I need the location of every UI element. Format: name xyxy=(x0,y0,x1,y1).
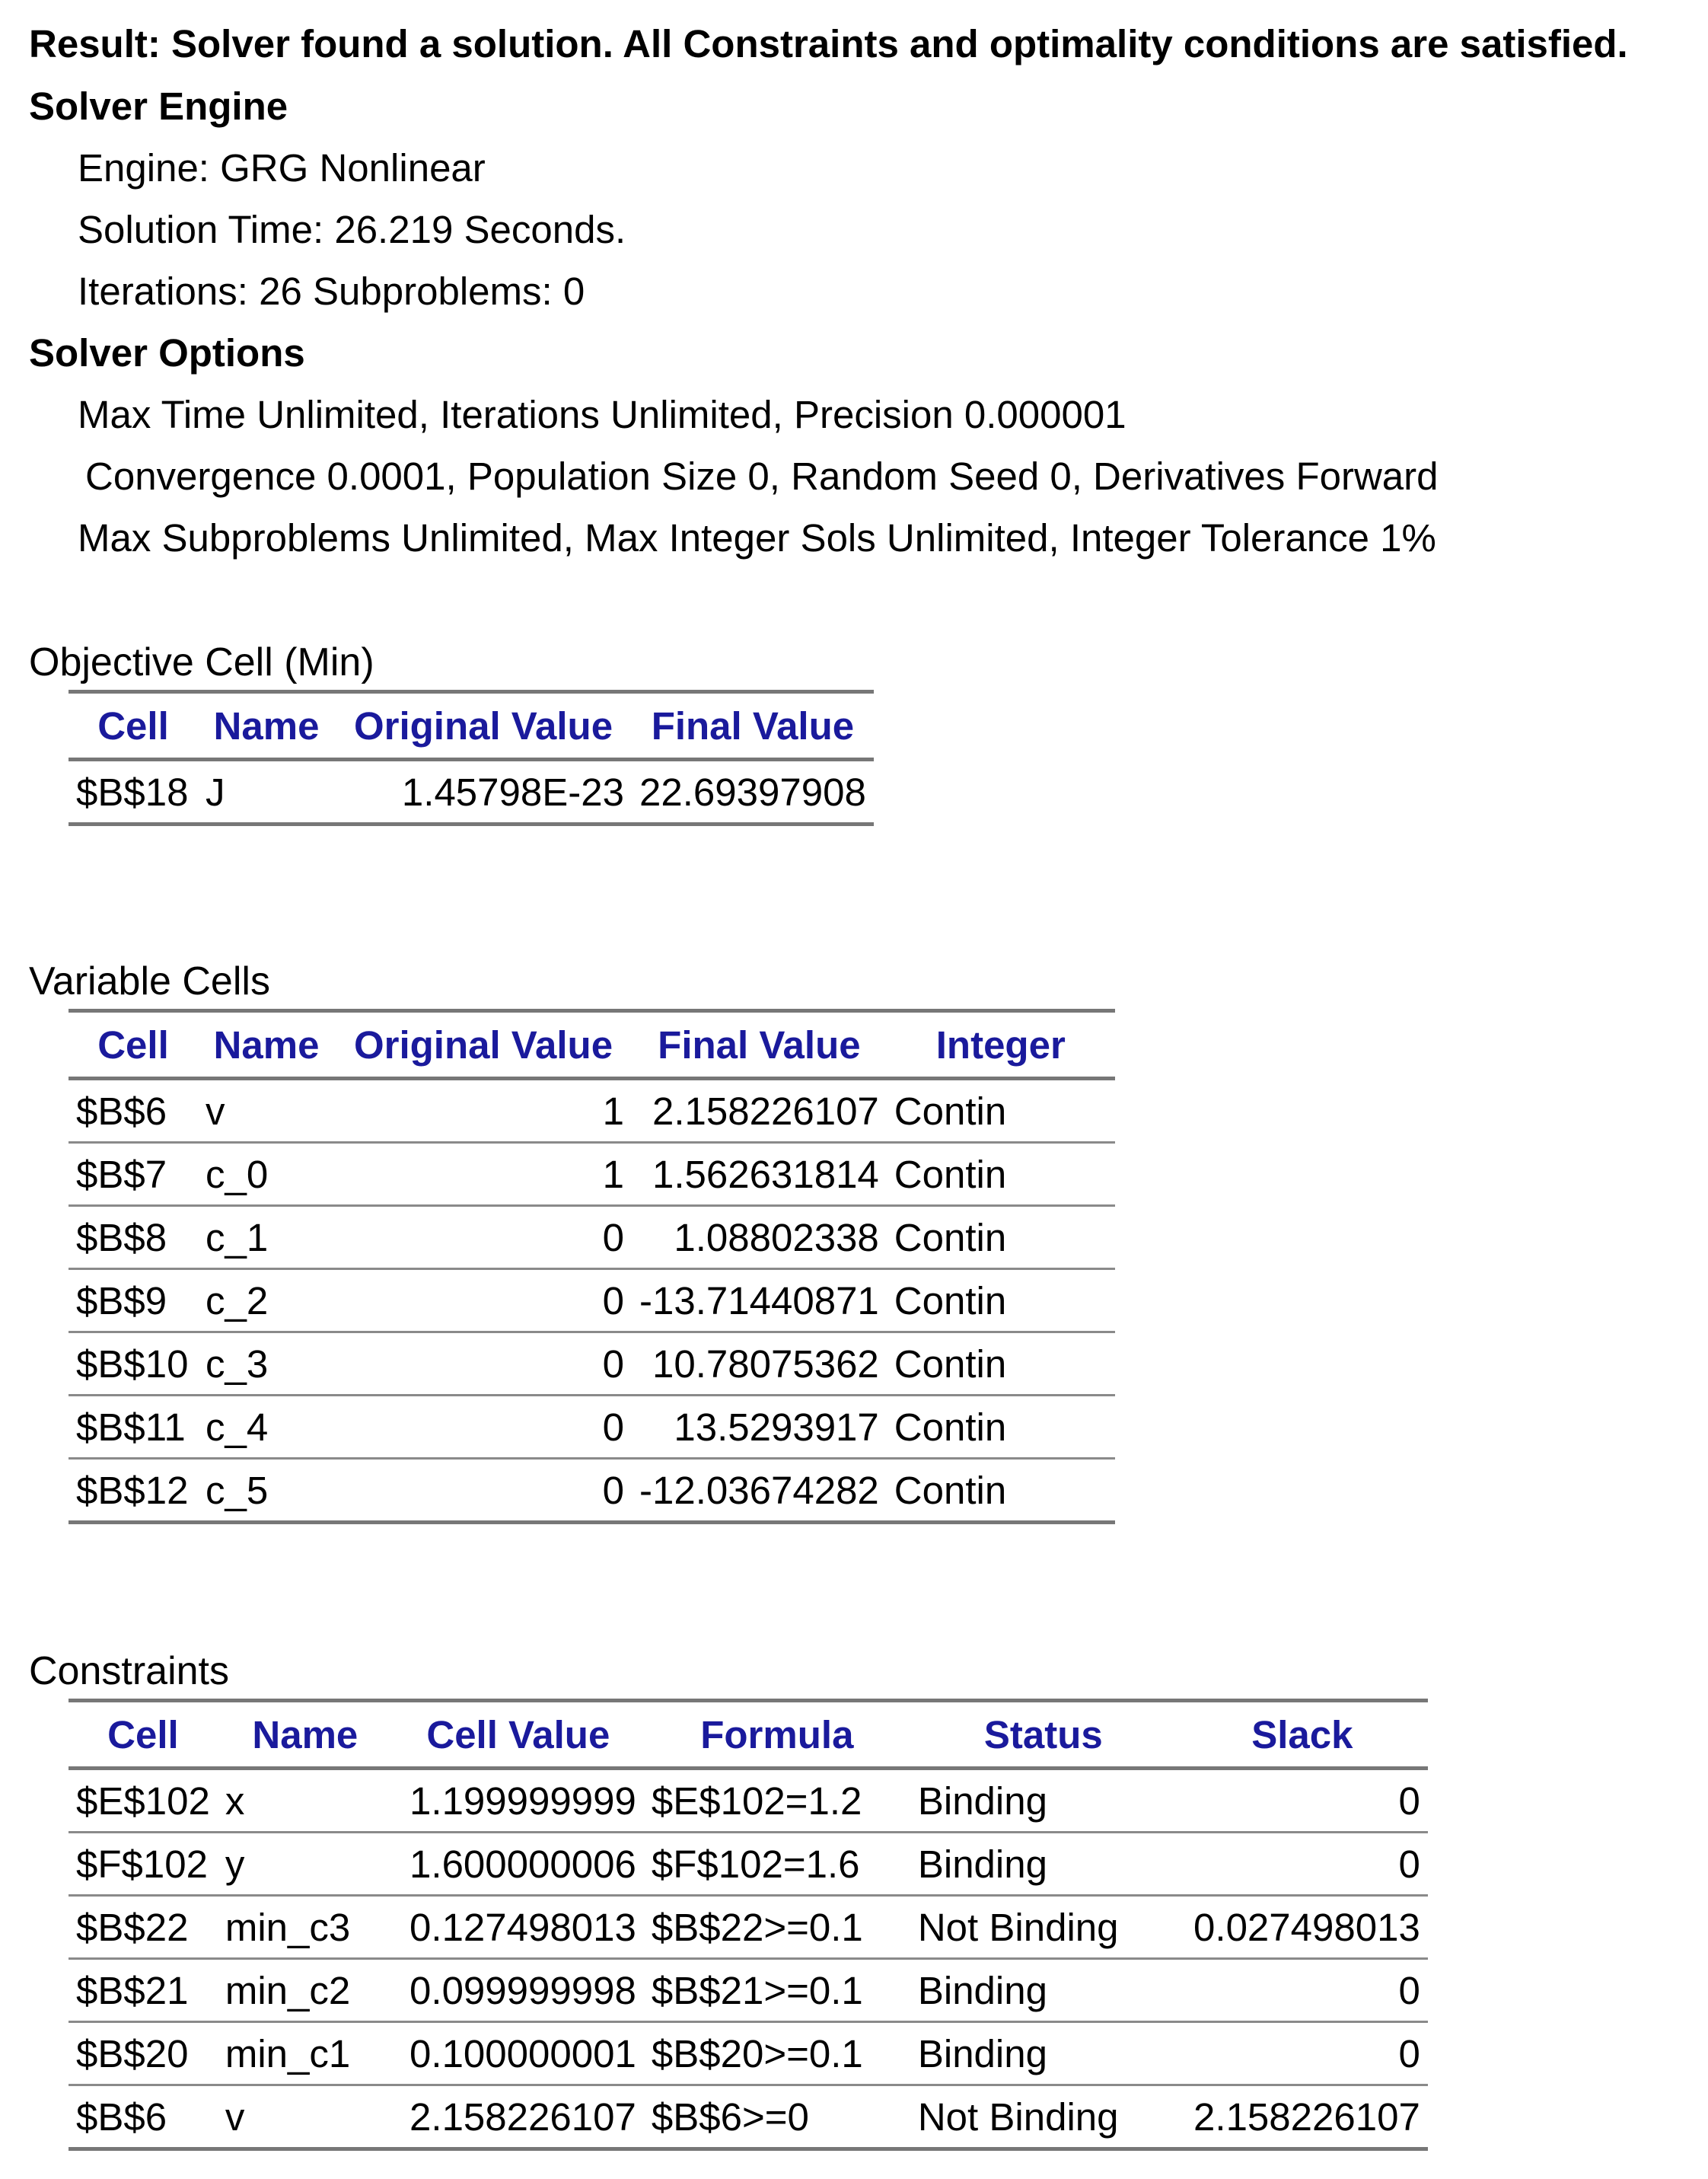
column-header: Final Value xyxy=(632,692,874,760)
integer-type: Contin xyxy=(887,1332,1115,1396)
table-row xyxy=(69,1079,1115,1143)
final-value: 10.78075362 xyxy=(632,1332,887,1396)
table-header-row xyxy=(69,692,874,760)
table-row xyxy=(69,1833,1428,1896)
final-value: 13.5293917 xyxy=(632,1396,887,1459)
column-header: Slack xyxy=(1177,1701,1428,1769)
original-value: 0 xyxy=(335,1206,632,1269)
column-header: Cell xyxy=(69,1701,218,1769)
column-header: Integer xyxy=(887,1011,1115,1079)
formula: $B$21>=0.1 xyxy=(644,1959,910,2022)
cell-value: 0.127498013 xyxy=(393,1896,644,1959)
cell-ref: $B$6 xyxy=(69,2085,218,2149)
table-row xyxy=(69,1396,1115,1459)
status: Binding xyxy=(910,1959,1177,2022)
cell-ref: $E$102 xyxy=(69,1769,218,1833)
cell-ref: $B$6 xyxy=(69,1079,198,1143)
cell-name: c_3 xyxy=(198,1332,335,1396)
integer-type: Contin xyxy=(887,1206,1115,1269)
status: Binding xyxy=(910,1769,1177,1833)
table-row xyxy=(69,1143,1115,1206)
cell-value: 1.199999999 xyxy=(393,1769,644,1833)
cell-ref: $B$12 xyxy=(69,1459,198,1523)
cell-ref: $B$11 xyxy=(69,1396,198,1459)
column-header: Cell xyxy=(69,692,198,760)
cell-name: c_0 xyxy=(198,1143,335,1206)
cell-ref: $B$9 xyxy=(69,1269,198,1332)
original-value: 1 xyxy=(335,1143,632,1206)
cell-ref: $F$102 xyxy=(69,1833,218,1896)
column-header: Cell xyxy=(69,1011,198,1079)
table-row xyxy=(69,1959,1428,2022)
cell-ref: $B$21 xyxy=(69,1959,218,2022)
table-row xyxy=(69,2022,1428,2085)
column-header: Final Value xyxy=(632,1011,887,1079)
integer-type: Contin xyxy=(887,1079,1115,1143)
variables-table xyxy=(69,1009,1115,1524)
original-value: 1.45798E-23 xyxy=(335,760,632,825)
cell-name: v xyxy=(218,2085,393,2149)
table-row xyxy=(69,1332,1115,1396)
cell-ref: $B$20 xyxy=(69,2022,218,2085)
table-row xyxy=(69,760,874,825)
table-row xyxy=(69,1769,1428,1833)
column-header: Name xyxy=(198,1011,335,1079)
options-line-1: Max Time Unlimited, Iterations Unlimited, Precision 0.000001 xyxy=(78,393,1126,436)
original-value: 0 xyxy=(335,1332,632,1396)
options-line-3: Max Subproblems Unlimited, Max Integer Sols Unlimited, Integer Tolerance 1% xyxy=(78,516,1436,560)
cell-ref: $B$22 xyxy=(69,1896,218,1959)
variables-section-title: Variable Cells xyxy=(29,959,270,1003)
cell-value: 1.600000006 xyxy=(393,1833,644,1896)
cell-name: min_c3 xyxy=(218,1896,393,1959)
table-row xyxy=(69,2085,1428,2149)
column-header: Original Value xyxy=(335,692,632,760)
original-value: 1 xyxy=(335,1079,632,1143)
cell-ref: $B$10 xyxy=(69,1332,198,1396)
cell-value: 0.100000001 xyxy=(393,2022,644,2085)
cell-name: J xyxy=(198,760,335,825)
integer-type: Contin xyxy=(887,1459,1115,1523)
options-heading: Solver Options xyxy=(29,331,305,375)
integer-type: Contin xyxy=(887,1269,1115,1332)
solution-time-line: Solution Time: 26.219 Seconds. xyxy=(78,208,626,251)
status: Not Binding xyxy=(910,2085,1177,2149)
integer-type: Contin xyxy=(887,1396,1115,1459)
column-header: Status xyxy=(910,1701,1177,1769)
cell-name: min_c2 xyxy=(218,1959,393,2022)
status: Binding xyxy=(910,2022,1177,2085)
objective-section-title: Objective Cell (Min) xyxy=(29,640,374,684)
table-header-row xyxy=(69,1011,1115,1079)
result-message: Result: Solver found a solution. All Constraints and optimality conditions are satisfied. xyxy=(29,22,1628,65)
slack: 2.158226107 xyxy=(1177,2085,1428,2149)
original-value: 0 xyxy=(335,1396,632,1459)
original-value: 0 xyxy=(335,1269,632,1332)
original-value: 0 xyxy=(335,1459,632,1523)
final-value: -12.03674282 xyxy=(632,1459,887,1523)
engine-line: Engine: GRG Nonlinear xyxy=(78,146,486,190)
final-value: 1.08802338 xyxy=(632,1206,887,1269)
column-header: Formula xyxy=(644,1701,910,1769)
slack: 0 xyxy=(1177,1959,1428,2022)
cell-name: y xyxy=(218,1833,393,1896)
options-line-2: Convergence 0.0001, Population Size 0, Random Seed 0, Derivatives Forward xyxy=(85,455,1439,498)
slack: 0.027498013 xyxy=(1177,1896,1428,1959)
cell-name: c_5 xyxy=(198,1459,335,1523)
status: Binding xyxy=(910,1833,1177,1896)
formula: $F$102=1.6 xyxy=(644,1833,910,1896)
formula: $B$20>=0.1 xyxy=(644,2022,910,2085)
cell-ref: $B$7 xyxy=(69,1143,198,1206)
cell-value: 2.158226107 xyxy=(393,2085,644,2149)
table-header-row xyxy=(69,1701,1428,1769)
cell-name: c_2 xyxy=(198,1269,335,1332)
integer-type: Contin xyxy=(887,1143,1115,1206)
final-value: 1.562631814 xyxy=(632,1143,887,1206)
slack: 0 xyxy=(1177,1833,1428,1896)
formula: $E$102=1.2 xyxy=(644,1769,910,1833)
cell-name: c_1 xyxy=(198,1206,335,1269)
constraints-table xyxy=(69,1699,1428,2151)
objective-table xyxy=(69,690,874,826)
formula: $B$22>=0.1 xyxy=(644,1896,910,1959)
final-value: 22.69397908 xyxy=(632,760,874,825)
cell-value: 0.099999998 xyxy=(393,1959,644,2022)
cell-ref: $B$18 xyxy=(69,760,198,825)
cell-name: min_c1 xyxy=(218,2022,393,2085)
table-row xyxy=(69,1269,1115,1332)
formula: $B$6>=0 xyxy=(644,2085,910,2149)
cell-ref: $B$8 xyxy=(69,1206,198,1269)
cell-name: v xyxy=(198,1079,335,1143)
slack: 0 xyxy=(1177,2022,1428,2085)
cell-name: c_4 xyxy=(198,1396,335,1459)
constraints-section-title: Constraints xyxy=(29,1649,229,1693)
final-value: 2.158226107 xyxy=(632,1079,887,1143)
iterations-line: Iterations: 26 Subproblems: 0 xyxy=(78,270,585,313)
table-row xyxy=(69,1206,1115,1269)
final-value: -13.71440871 xyxy=(632,1269,887,1332)
cell-name: x xyxy=(218,1769,393,1833)
table-row xyxy=(69,1896,1428,1959)
column-header: Original Value xyxy=(335,1011,632,1079)
status: Not Binding xyxy=(910,1896,1177,1959)
column-header: Name xyxy=(218,1701,393,1769)
table-row xyxy=(69,1459,1115,1523)
column-header: Name xyxy=(198,692,335,760)
column-header: Cell Value xyxy=(393,1701,644,1769)
engine-heading: Solver Engine xyxy=(29,85,288,128)
slack: 0 xyxy=(1177,1769,1428,1833)
